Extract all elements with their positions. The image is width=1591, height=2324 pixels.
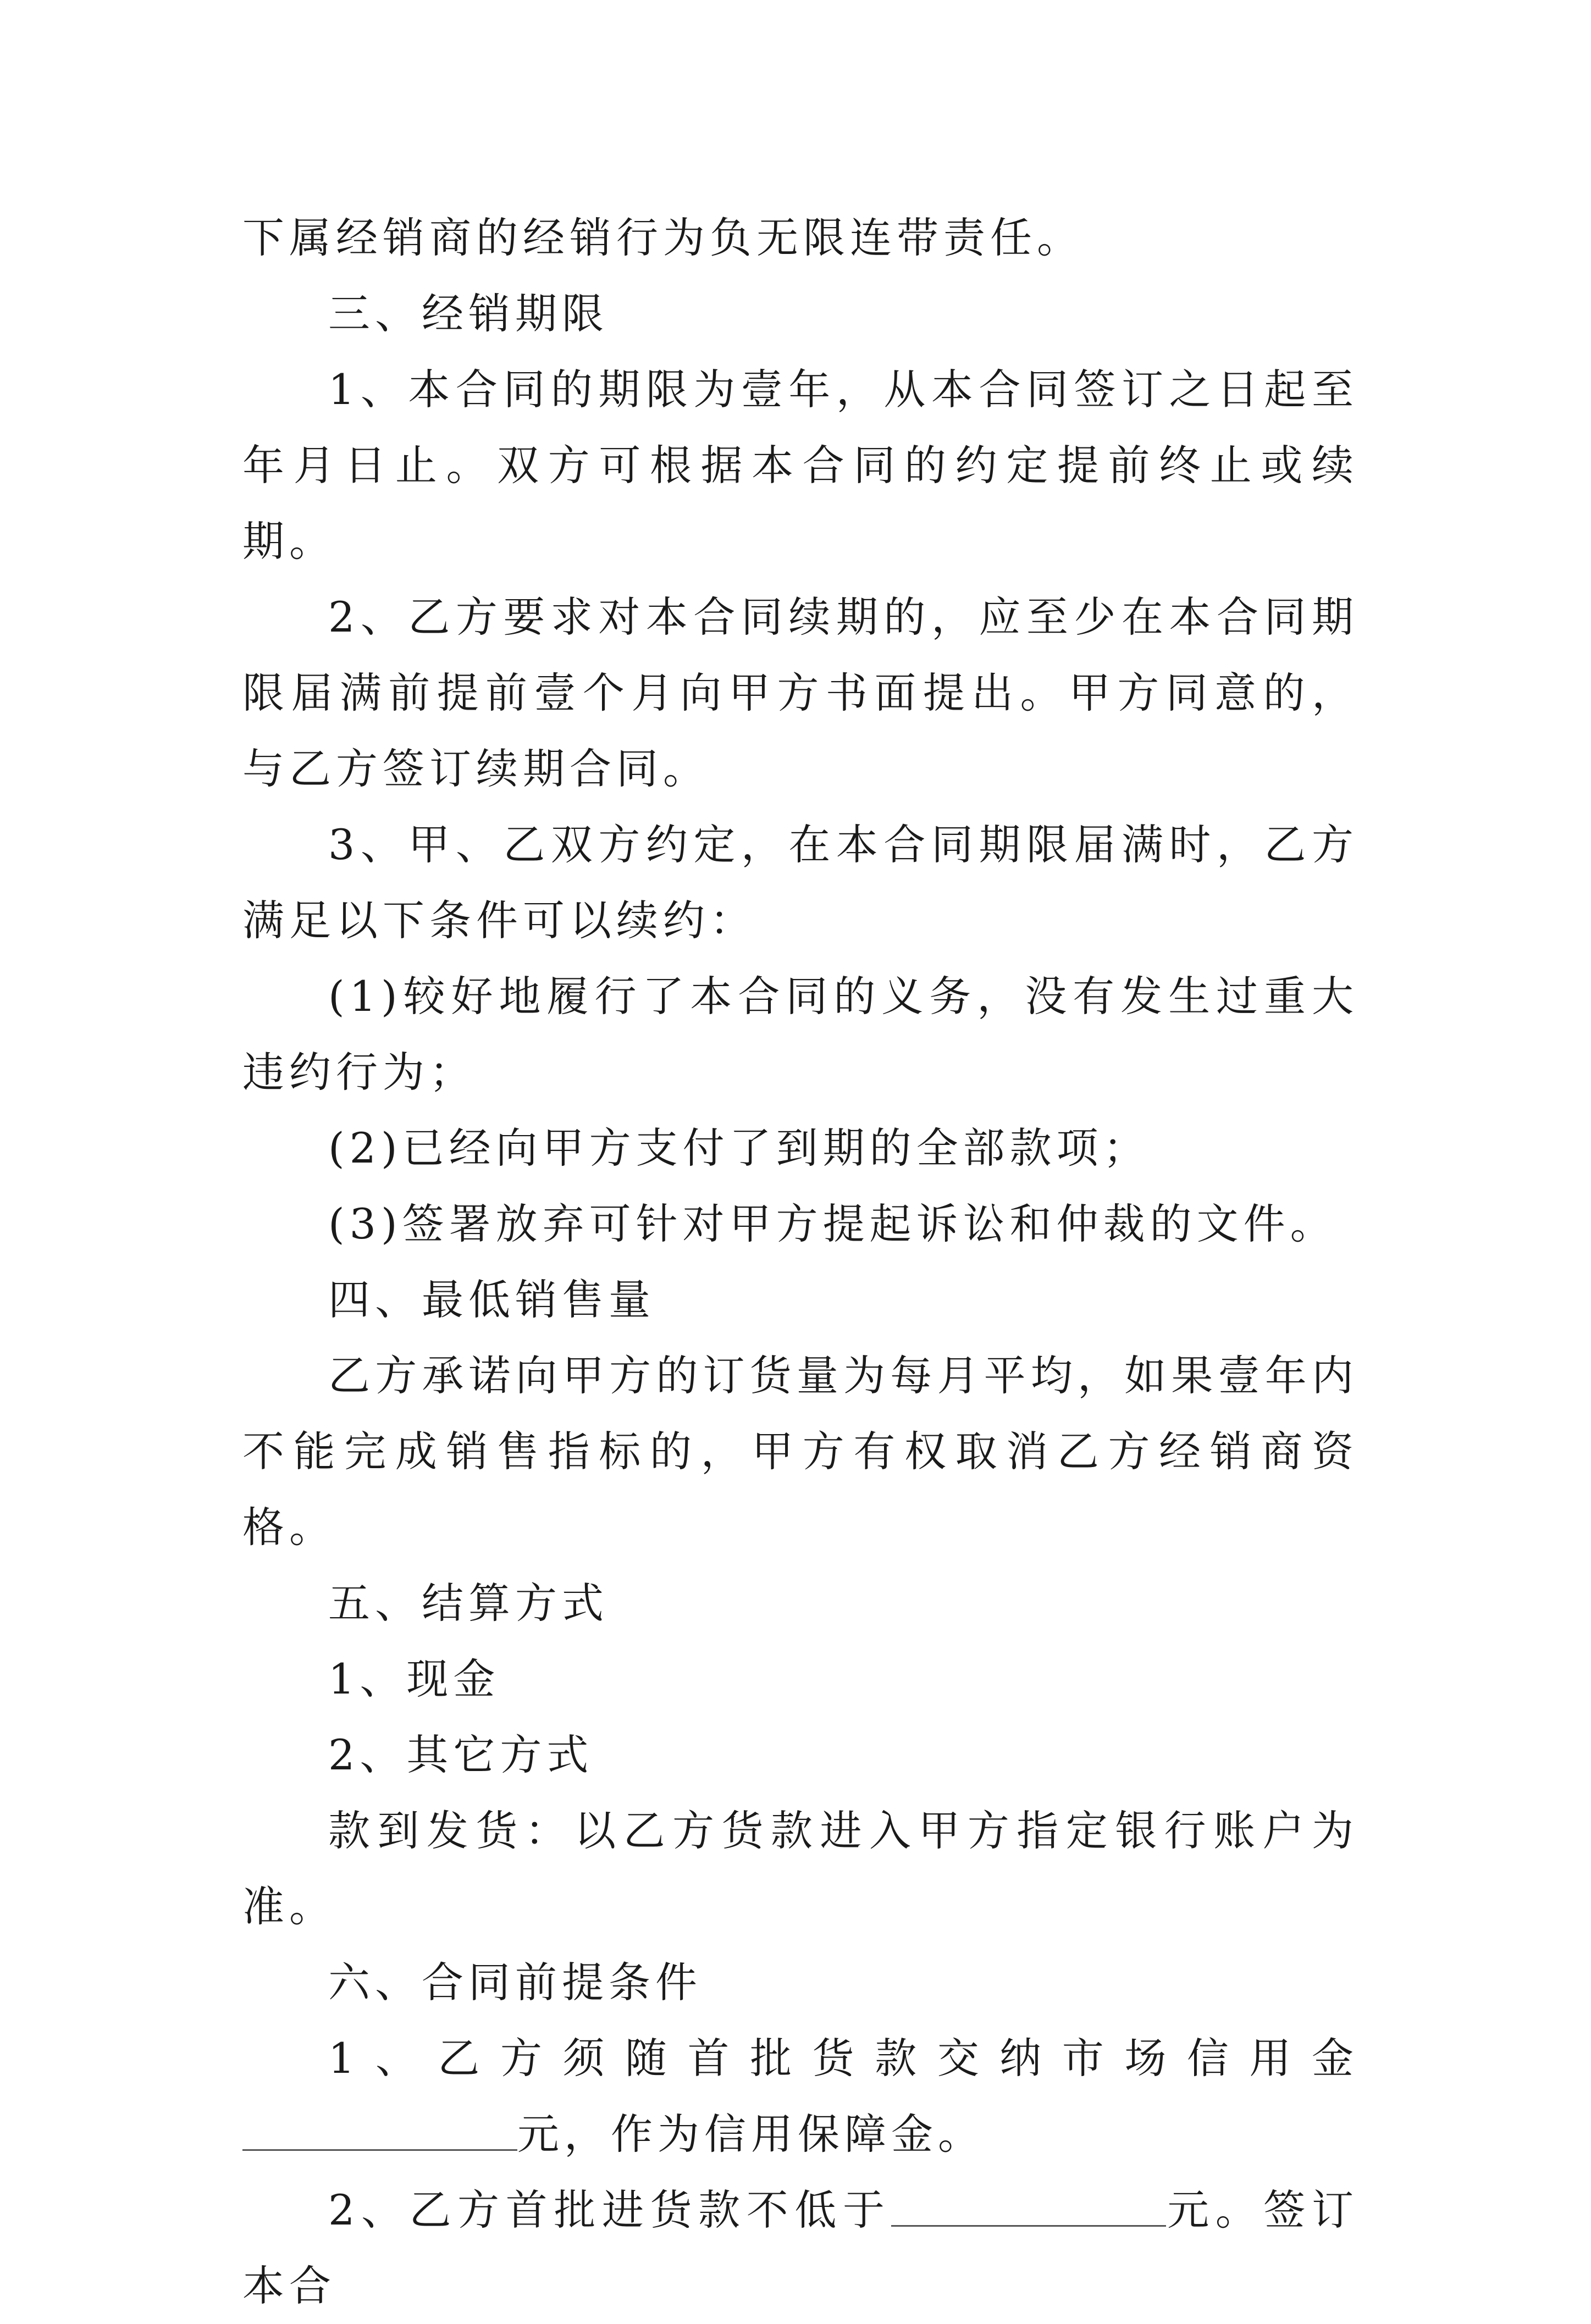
section-heading-preconditions: 六、合同前提条件 bbox=[328, 1958, 702, 2007]
clause-6-1-text-before: 1、乙方须随首批货款交纳市场信用金 bbox=[328, 2034, 1358, 2083]
list-item: (2)已经向甲方支付了到期的全部款项； bbox=[328, 1124, 1150, 1172]
paragraph: 2、乙方要求对本合同续期的，应至少在本合同期限届满前提前壹个月向甲方书面提出。甲方同意的，与乙方签订续期合同。 bbox=[242, 593, 1358, 793]
fill-in-blank bbox=[891, 2189, 1166, 2227]
paragraph: 款到发货：以乙方货款进入甲方指定银行账户为准。 bbox=[242, 1806, 1358, 1931]
section-heading-min-sales: 四、最低销售量 bbox=[328, 1275, 655, 1324]
list-item: (3)签署放弃可针对甲方提起诉讼和仲裁的文件。 bbox=[328, 1199, 1337, 1248]
paragraph: 下属经销商的经销行为负无限连带责任。 bbox=[242, 213, 1084, 262]
document-body bbox=[242, 200, 1358, 2324]
clause-6-2-text-before: 2、乙方首批进货款不低于 bbox=[328, 2185, 891, 2234]
paragraph: 1、本合同的期限为壹年，从本合同签订之日起至年月日止。双方可根据本合同的约定提前终止或续期。 bbox=[242, 365, 1358, 566]
fill-in-blank bbox=[242, 2113, 517, 2151]
paragraph: 3、甲、乙双方约定，在本合同期限届满时，乙方满足以下条件可以续约： bbox=[242, 820, 1358, 945]
paragraph: 乙方承诺向甲方的订货量为每月平均，如果壹年内不能完成销售指标的，甲方有权取消乙方经销商资格。 bbox=[242, 1351, 1358, 1552]
clause-6-2 bbox=[242, 2172, 1358, 2324]
clause-6-1-text-after: 元，作为信用保障金。 bbox=[517, 2110, 985, 2159]
list-item: 1、现金 bbox=[328, 1655, 500, 1703]
section-heading-term: 三、经销期限 bbox=[328, 289, 609, 338]
list-item: (1)较好地履行了本合同的义务，没有发生过重大违约行为； bbox=[242, 972, 1358, 1097]
clause-6-1 bbox=[242, 2021, 1358, 2172]
section-heading-settlement: 五、结算方式 bbox=[328, 1579, 609, 1628]
clause-6-2-text-after: 元。签订本合 bbox=[242, 2185, 1359, 2310]
list-item: 2、其它方式 bbox=[328, 1730, 594, 1779]
